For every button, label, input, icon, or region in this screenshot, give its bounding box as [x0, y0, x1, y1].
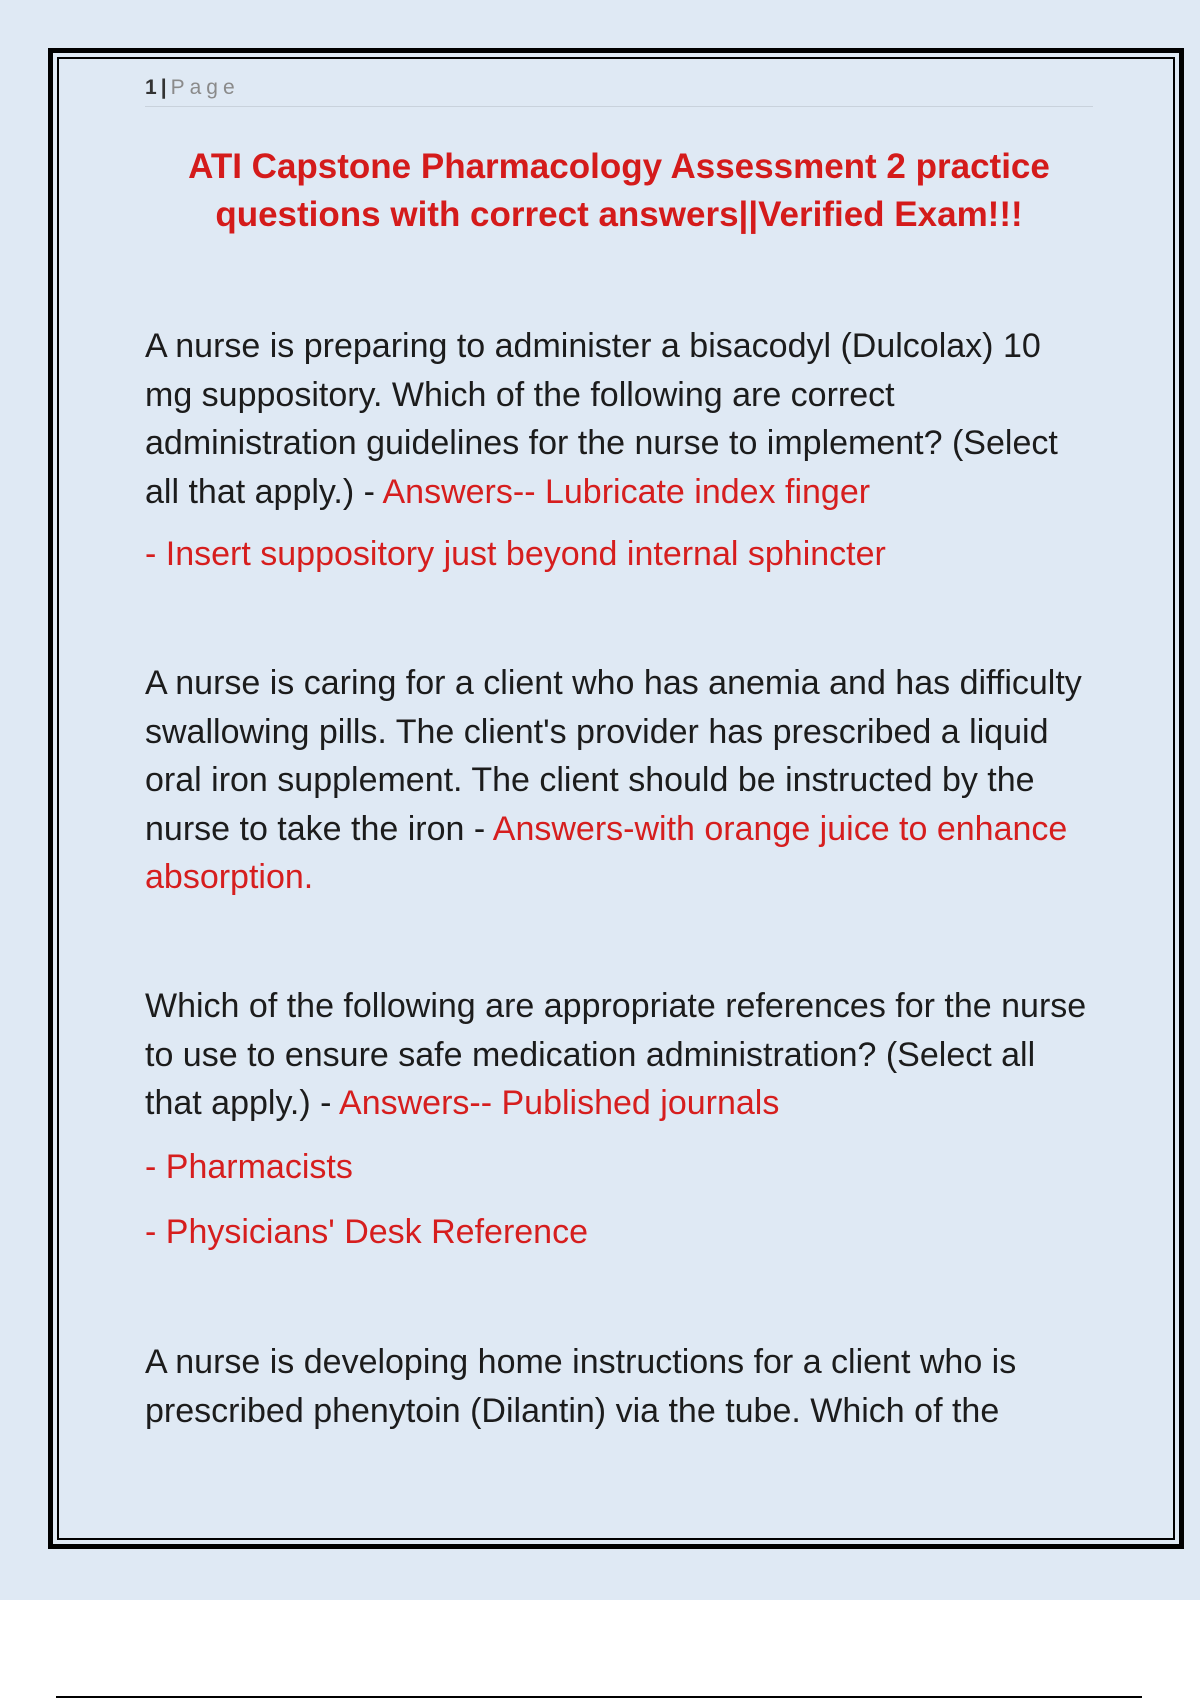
answer-item: - Insert suppository just beyond internal sphincter — [145, 535, 886, 573]
answer-text: Answers-with orange juice to enhance absorption. — [145, 809, 1068, 896]
answer-text: Answers-- Lubricate index finger — [382, 472, 871, 511]
page-number: 1 — [145, 76, 157, 99]
document-title: ATI Capstone Pharmacology Assessment 2 practice questions with correct answers||Verified Exam!!! — [188, 147, 1050, 234]
question-block — [145, 659, 1093, 902]
page-header-separator: | — [160, 76, 167, 99]
answer-item: - Pharmacists — [145, 1148, 353, 1186]
question-block — [145, 982, 1093, 1128]
question-block — [145, 1338, 1093, 1435]
bottom-rule — [56, 1696, 1142, 1698]
answer-item: - Physicians' Desk Reference — [145, 1213, 588, 1251]
question-text: A nurse is caring for a client who has anemia and has difficulty swallowing pills. The client's provider has prescribed a liquid oral iron supplement. The client should be instructed by the nurse to take the iron - — [145, 664, 1082, 848]
question-block — [145, 322, 1093, 516]
question-text: A nurse is preparing to administer a bisacodyl (Dulcolax) 10 mg suppository. Which of the following are correct administration guidelines for the nurse to implement? (Select all that apply.) - — [145, 327, 1058, 511]
question-text: A nurse is developing home instructions for a client who is prescribed phenytoin (Dilantin) via the tube. Which of the — [145, 1343, 1017, 1430]
answer-text: Answers-- Published journals — [339, 1084, 780, 1122]
question-text: Which of the following are appropriate references for the nurse to use to ensure safe medication administration? (Select all that apply.) - — [145, 987, 1087, 1122]
page-header — [145, 74, 1093, 107]
page-label: Page — [170, 76, 240, 99]
